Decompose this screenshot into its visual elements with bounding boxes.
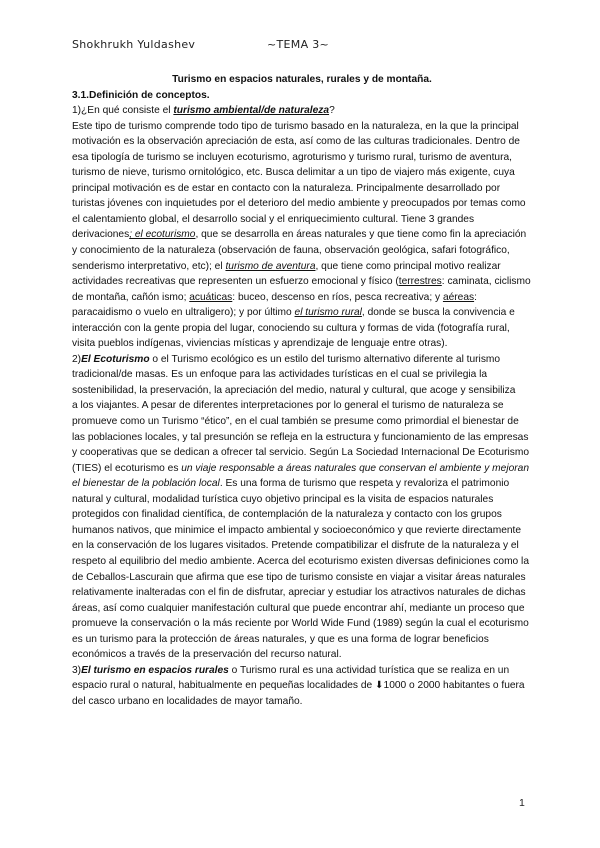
p1-terrestres: terrestres xyxy=(398,276,442,288)
p3-prefix: 3) xyxy=(72,664,82,676)
q1-term: turismo ambiental/de naturaleza xyxy=(173,105,330,117)
p2-text-3: . Es una forma de turismo que respeta y revaloriza el patrimonio natural y cultural, modalidad turística cuyo objetivo principal es la visita de espacios naturales protegidos con finalidad científica, de contemplación de la naturaleza y contacto con los grupos humanos nativos, que minimice el impacto ambiental y socioeconómico y que revierte directamente en la conservación de los lugares visitados. Pretende compatibilizar el disfrute de la naturaleza y el respeto al equilibrio del medio ambiente. Acerca del ecoturismo existen diversas definiciones como la de Ceballos-Lascurain que afirma que ese tipo de turismo consiste en viajar a visitar áreas naturales relativamente inalteradas con el fin de disfrutar, apreciar y estudiar los atractivos naturales de dichas áreas, así como cualquier manifestación cultural que puede encontrar ahí, mediante un proceso que promueve la conservación o la más reciente por World Wide Fund (1989) según la cual el ecoturismo es un turismo para la protección de áreas naturales, y que es una forma de lograr beneficios económicos a través de la preservación del recurso natural. xyxy=(72,478,529,661)
p1-text-4: : caminata, ciclismo de montaña, cañón ismo; xyxy=(72,276,531,303)
paragraph-2b xyxy=(72,398,532,662)
p1-turismo-rural: el turismo rural xyxy=(294,307,362,319)
p1-aereas: aéreas xyxy=(442,291,475,303)
p1-text-6: : paracaidismo o vuelo en ultraligero); y por último xyxy=(72,291,477,319)
paragraph-2a xyxy=(72,352,532,399)
p1-turismo-aventura: turismo de aventura xyxy=(225,260,316,272)
p2-term: El Ecoturismo xyxy=(81,353,150,365)
header-author: Shokhrukh Yuldashev xyxy=(72,38,196,51)
q1-suffix: ? xyxy=(329,105,335,117)
question-1 xyxy=(72,103,532,119)
p1-text-1: Este tipo de turismo comprende todo tipo de turismo basado en la naturaleza, en la que la principal motivación es la observación apreciación de esta, así como de las culturas tradicionales. Dentro de esa tipología de turismo se incluyen ecoturismo, agroturismo y turismo rural, turismo de aventura, turismo de nieve, turismo ornitológico, etc. Busca delimitar a un tipo de viajero más exigente, cuya principal motivación es de estar en contacto con la naturaleza. Principalmente desarrollado por turistas jóvenes con inquietudes por el deterioro del medio ambiente y preocupados por temas como el calentamiento global, el desarrollo social y el enriquecimiento cultural. Tiene 3 grandes derivaciones xyxy=(72,120,526,241)
page-number: 1 xyxy=(519,797,525,809)
p3-text-1: o Turismo rural es una actividad turística que se realiza en un espacio rural o natural, habitualmente en pequeñas localidades de ⬇1000 o 2000 habitantes o fuera del casco urbano en localidades de mayor tamaño. xyxy=(72,664,525,707)
p2-ties-quote: un viaje responsable a áreas naturales que conservan el ambiente y mejoran el bienestar de la población local xyxy=(72,462,529,490)
document-body xyxy=(72,72,532,709)
paragraph-3 xyxy=(72,663,532,710)
p2-text-1: o el Turismo ecológico es un estilo del turismo alternativo diferente al turismo tradicional/de masas. Es un enfoque para las actividades turísticas en el cual se privilegia la sostenibilidad, la preservación, la apreciación del medio, natural y cultural, que acoge y sensibiliza xyxy=(72,353,516,396)
p2-text-2: a los viajantes. A pesar de diferentes interpretaciones por lo general el turismo de naturaleza se promueve como un Turismo “ético”, en el cual también se presume como primordial el bienestar de las poblaciones locales, y tal presunción se refleja en la estructura y funcionamiento de las empresas y cooperativas que se dedican a ofrecer tal servicio. Según La Sociedad Internacional De Ecoturismo (TIES) el ecoturismo es xyxy=(72,400,529,474)
p2-prefix: 2) xyxy=(72,353,82,365)
section-heading: 3.1.Definición de conceptos. xyxy=(72,89,210,101)
p1-text-2: , que se desarrolla en áreas naturales y que tiene como fin la apreciación y conocimiento de la naturaleza (observación de fauna, observación geológica, safari fotográfico, senderismo interpretativo, etc); el xyxy=(72,229,527,272)
header-topic: ~TEMA 3~ xyxy=(267,38,330,51)
p1-text-7: , donde se busca la convivencia e interacción con la gente propia del lugar, conociendo su cultura y formas de vida (fotografía rural, visita pueblos indígenas, viviencias místicas y aprendizaje de lenguaje entre otras). xyxy=(72,307,515,350)
q1-prefix: 1)¿En qué consiste el xyxy=(72,105,174,117)
p1-acuaticas: acuáticas xyxy=(189,291,233,303)
paragraph-1 xyxy=(72,119,532,352)
p1-text-3: , que tiene como principal motivo realizar actividades recreativas que representen un esfuerzo emocional y físico ( xyxy=(72,260,501,288)
p3-term: El turismo en espacios rurales xyxy=(81,664,229,676)
document-title: Turismo en espacios naturales, rurales y de montaña. xyxy=(172,74,432,85)
p1-text-5: : buceo, descenso en ríos, pesca recreativa; y xyxy=(232,291,443,303)
p1-ecoturismo: ; el ecoturismo xyxy=(129,229,196,241)
page-header xyxy=(72,38,329,51)
